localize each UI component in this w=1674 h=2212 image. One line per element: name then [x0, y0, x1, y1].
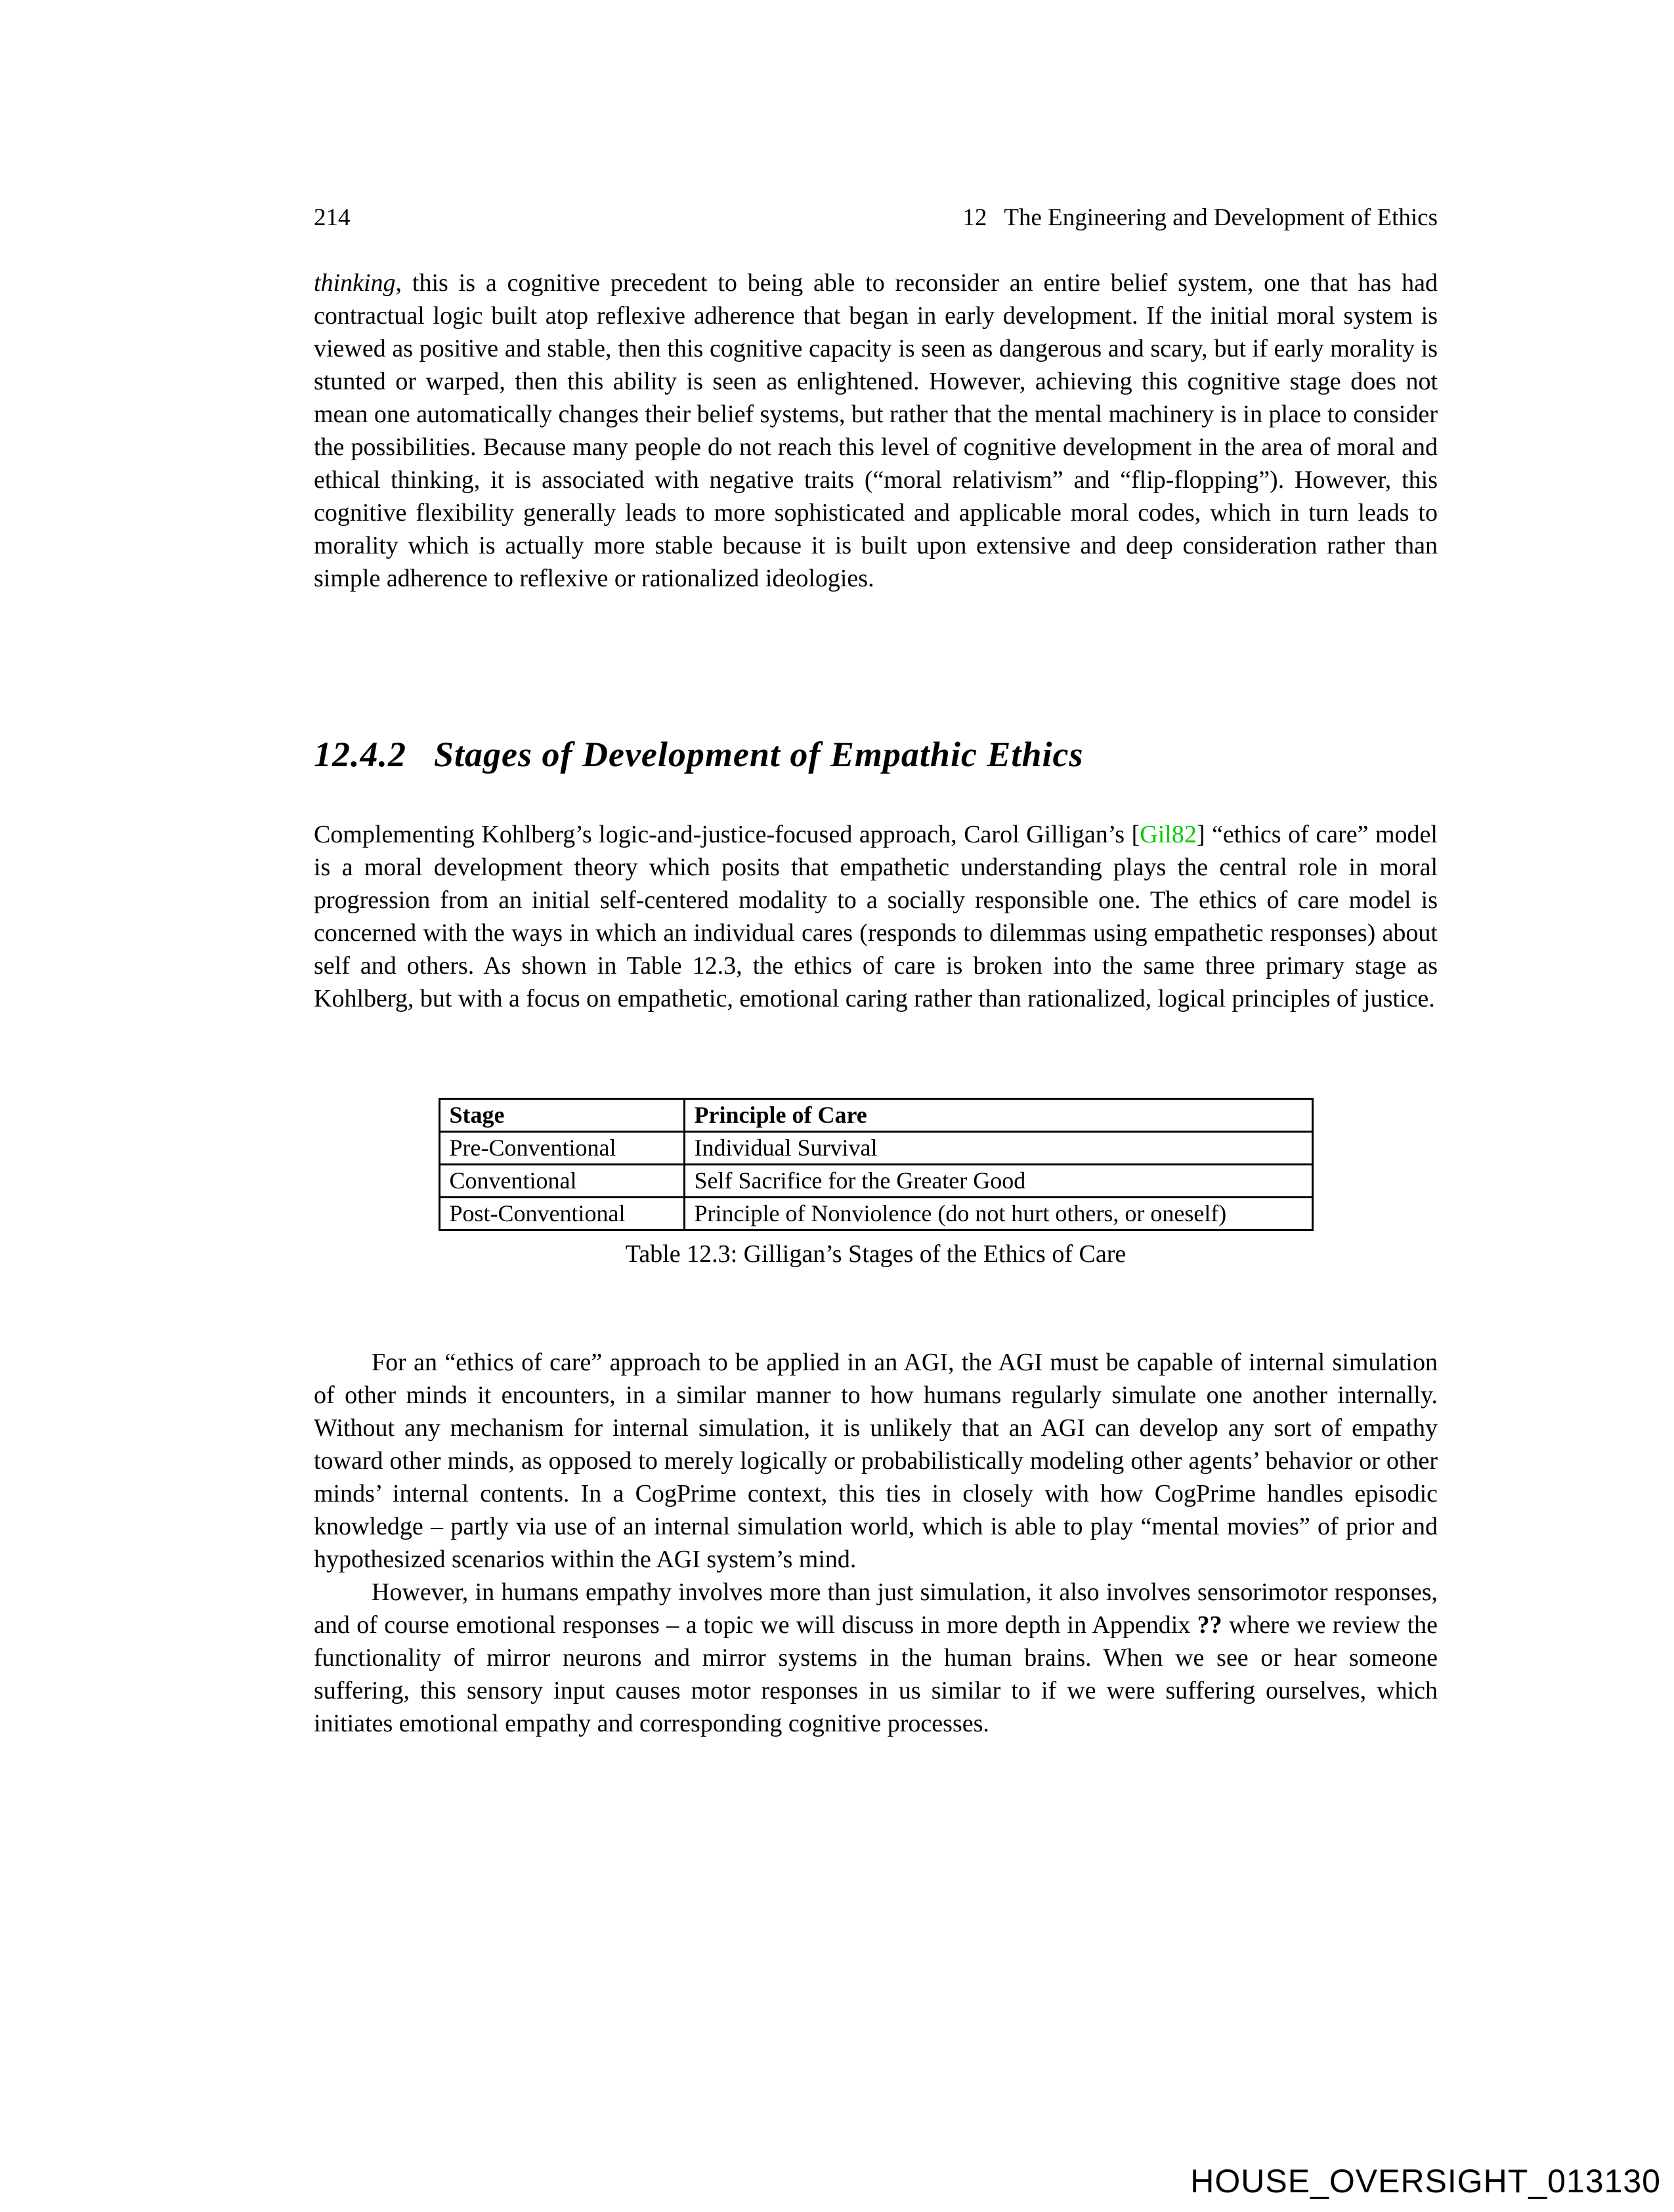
paragraph-1-text: , this is a cognitive precedent to being able to reconsider an entire belief system, one that has had contractual logic built atop reflexive adherence that began in early development. If the initial moral system is viewed as positive and stable, then this cognitive capacity is seen as dangerous and scary, but if early morality is stunted or warped, then this ability is seen as enlightened. However, achieving this cognitive stage does not mean one automatically changes their belief systems, but rather that the mental machinery is in place to consider the possibilities. Because many people do not reach this level of cognitive development in the area of moral and ethical thinking, it is associated with negative traits (“moral relativism” and “flip-flopping”). However, this cognitive flexibility generally leads to more sophisticated and applicable moral codes, which in turn leads to morality which is actually more stable because it is built upon extensive and deep consideration rather than simple adherence to reflexive or rationalized ideologies. [314, 269, 1438, 592]
paragraph-4-before-ref: However, in humans empathy involves more than just simulation, it also involves sensorimotor responses, and of course emotional responses – a topic we will discuss in more depth in Appendix [314, 1578, 1438, 1639]
chapter-number: 12 [962, 204, 987, 231]
running-chapter-title [962, 204, 1438, 232]
ethics-of-care-table [439, 1098, 1314, 1231]
unresolved-appendix-ref: ?? [1197, 1611, 1222, 1639]
table-row [439, 1198, 1312, 1230]
running-header [314, 204, 1438, 232]
table-cell-principle: Individual Survival [684, 1132, 1312, 1165]
table-header-stage: Stage [439, 1099, 684, 1132]
paragraph-2-after-citation: ] “ethics of care” model is a moral development theory which posits that empathetic understanding plays the central role in moral progression from an initial self-centered modality to a socially responsible one. The ethics of care model is concerned with the ways in which an individual cares (responds to dilemmas using empathetic responses) about self and others. As shown in Table 12.3, the ethics of care is broken into the same three primary stage as Kohlberg, but with a focus on empathetic, emotional caring rather than rationalized, logical principles of justice. [314, 821, 1438, 1012]
table-cell-principle: Self Sacrifice for the Greater Good [684, 1165, 1312, 1198]
section-title: Stages of Development of Empathic Ethics [434, 735, 1084, 774]
paragraph-4-after-ref: where we review the functionality of mirror neurons and mirror systems in the human brains. When we see or hear someone suffering, this sensory input causes motor responses in us similar to if we were suffering ourselves, which initiates emotional empathy and corresponding cognitive processes. [314, 1611, 1438, 1737]
section-number: 12.4.2 [314, 735, 406, 774]
page-number: 214 [314, 204, 351, 231]
paragraph-thinking [314, 267, 1438, 595]
paragraph-gilligan [314, 818, 1438, 1015]
paragraph-2-before-citation: Complementing Kohlberg’s logic-and-justice-focused approach, Carol Gilligan’s [ [314, 821, 1140, 848]
table-caption: Table 12.3: Gilligan’s Stages of the Ethics of Care [625, 1240, 1127, 1268]
citation-link-gil82[interactable]: Gil82 [1140, 821, 1197, 848]
bates-number-watermark: HOUSE_OVERSIGHT_013130 [1190, 2163, 1661, 2200]
section-heading [314, 734, 1438, 775]
table-row [439, 1132, 1312, 1165]
table-header-principle: Principle of Care [684, 1099, 1312, 1132]
table-cell-stage: Post-Conventional [439, 1198, 684, 1230]
paragraph-mirror-neurons [314, 1576, 1438, 1740]
italic-lead-word: thinking [314, 269, 396, 297]
body-paragraphs [314, 1346, 1438, 1740]
paragraph-agi-simulation: For an “ethics of care” approach to be applied in an AGI, the AGI must be capable of internal simulation of other minds it encounters, in a similar manner to how humans regularly simulate one another internally. Without any mechanism for internal simulation, it is unlikely that an AGI can develop any sort of empathy toward other minds, as opposed to merely logically or probabilistically modeling other agents’ behavior or other minds’ internal contents. In a CogPrime context, this ties in closely with how CogPrime handles episodic knowledge – partly via use of an internal simulation world, which is able to play “mental movies” of prior and hypothesized scenarios within the AGI system’s mind. [314, 1349, 1438, 1573]
table-cell-principle: Principle of Nonviolence (do not hurt others, or oneself) [684, 1198, 1312, 1230]
table-cell-stage: Pre-Conventional [439, 1132, 684, 1165]
table-cell-stage: Conventional [439, 1165, 684, 1198]
chapter-title-text: The Engineering and Development of Ethics [1004, 204, 1438, 231]
table-row [439, 1165, 1312, 1198]
table-header-row [439, 1099, 1312, 1132]
ethics-of-care-table-wrapper [314, 1098, 1438, 1231]
